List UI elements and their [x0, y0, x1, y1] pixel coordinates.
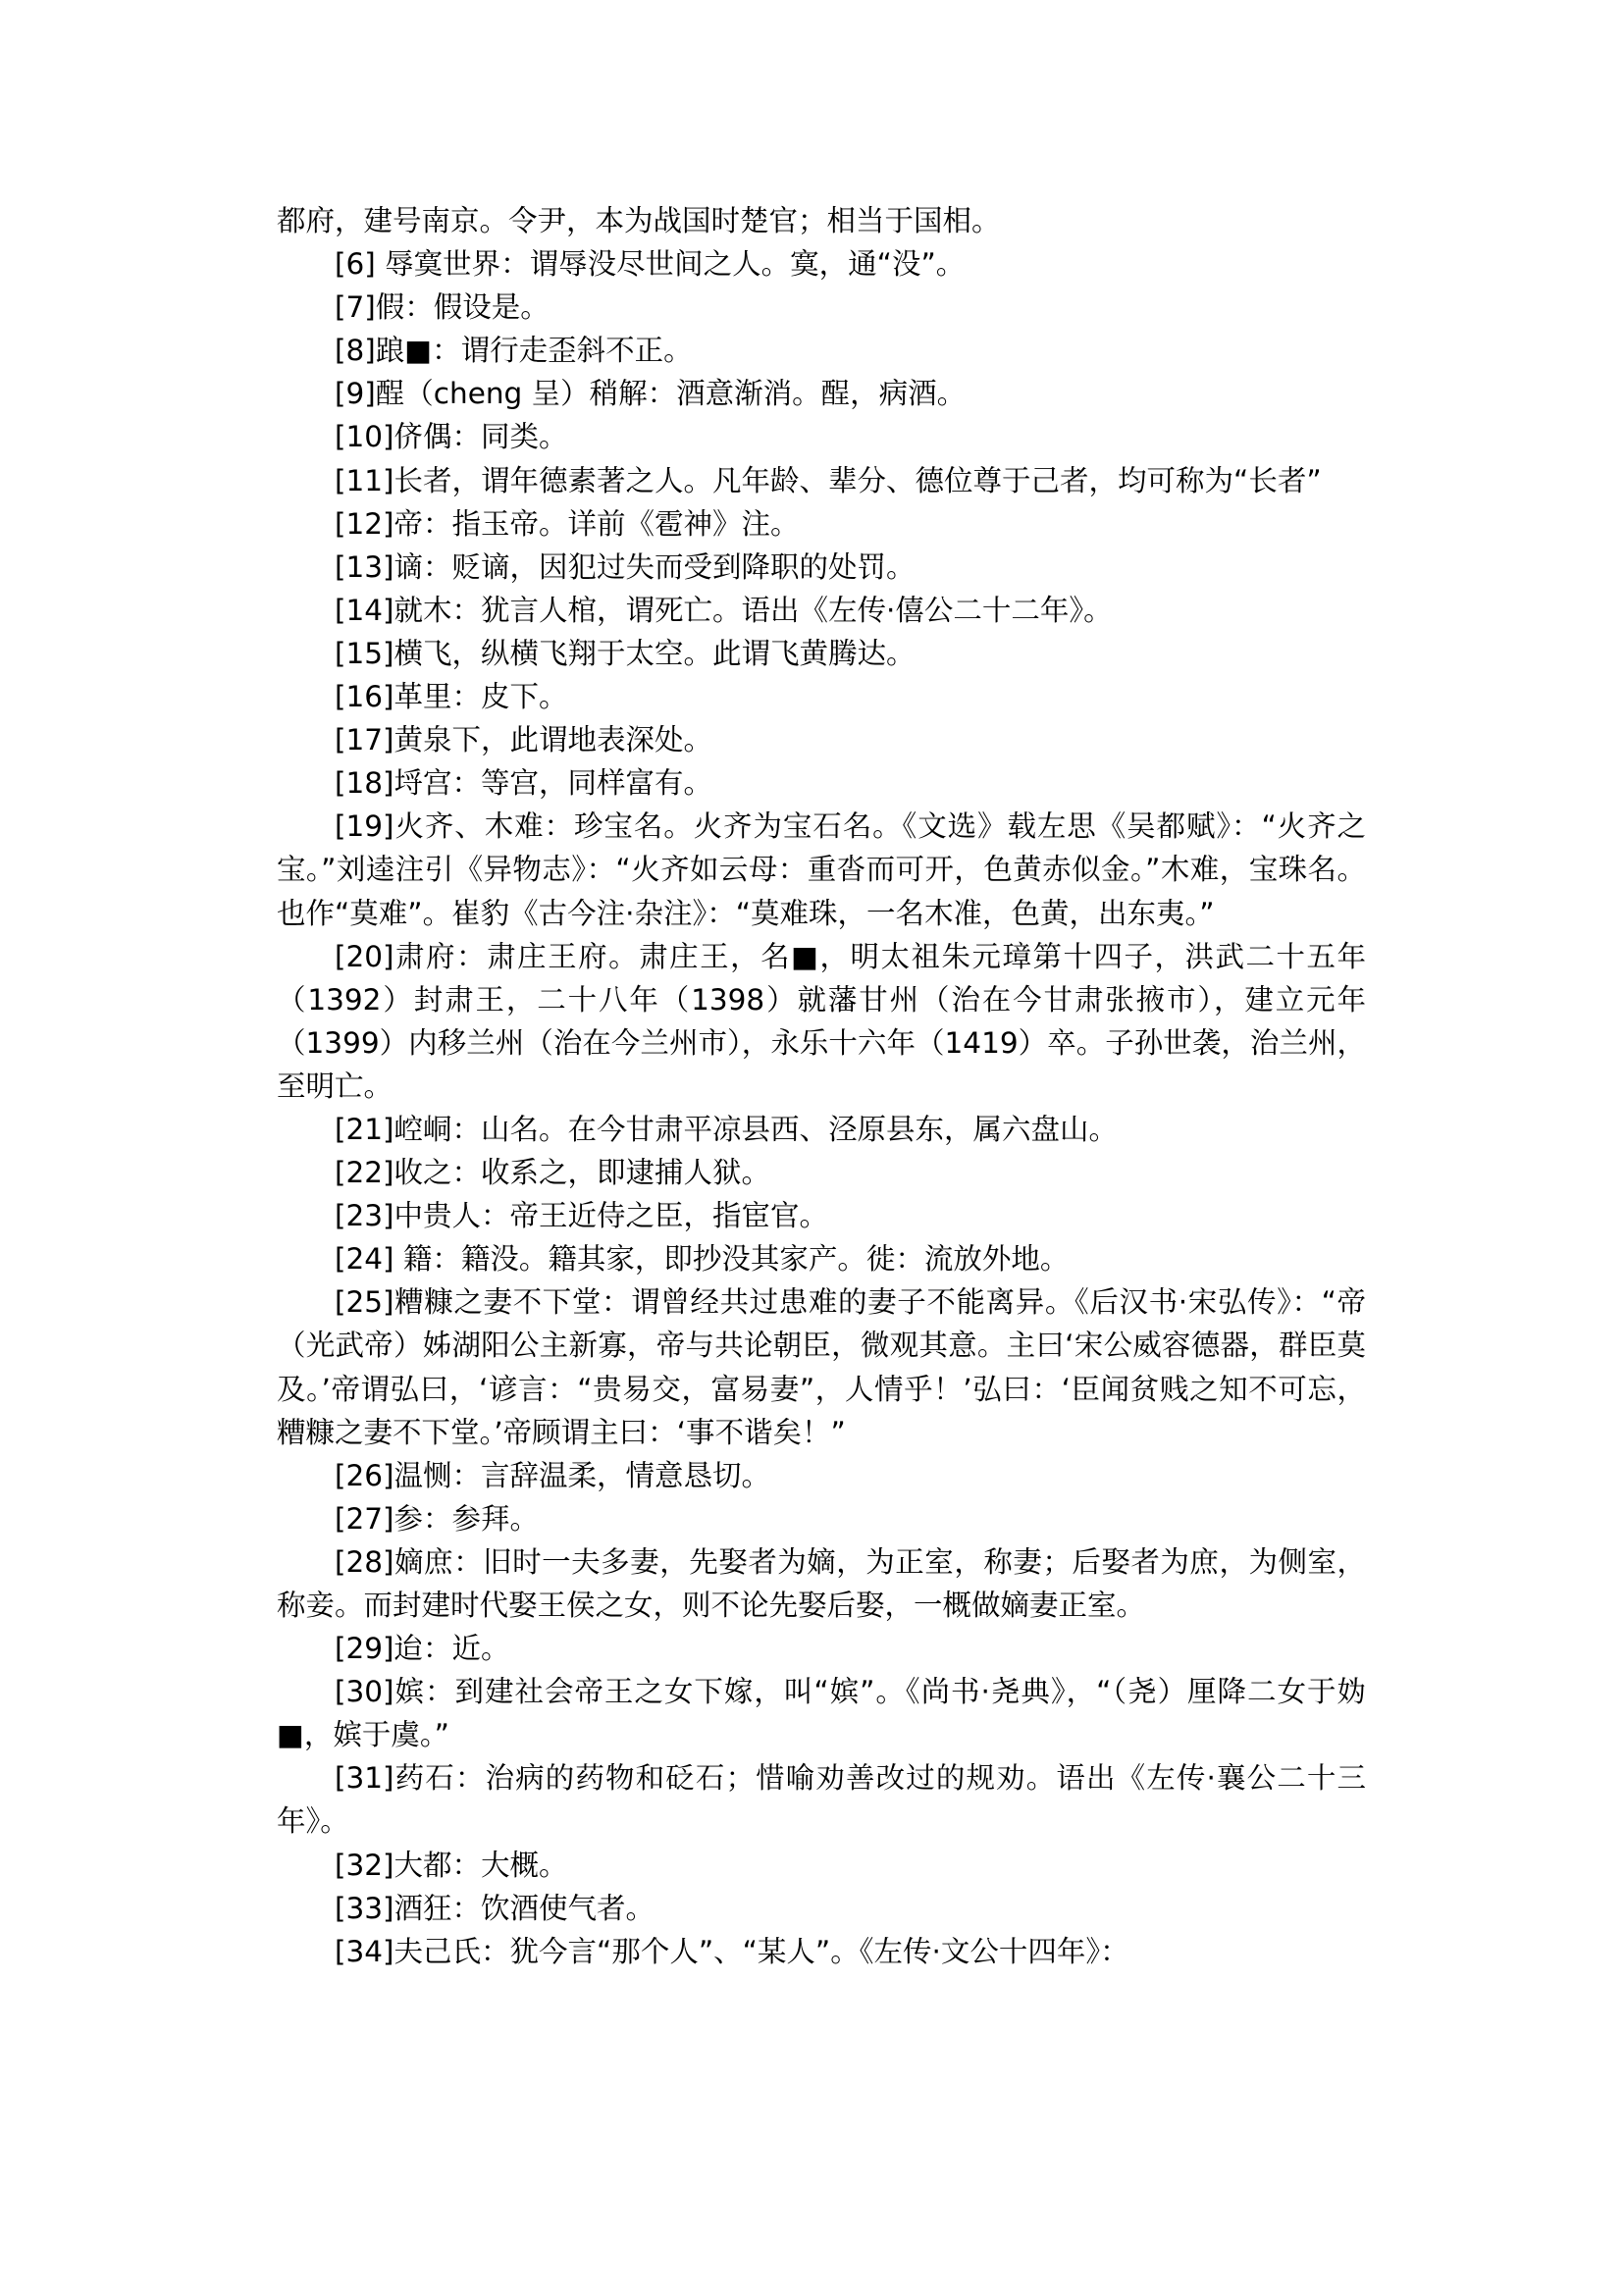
footnote-24: [24] 籍：籍没。籍其家，即抄没其家产。徙：流放外地。 [335, 1242, 1070, 1277]
footnote-27: [27]参：参拜。 [335, 1501, 540, 1536]
footnote-9: [9]酲（cheng 呈）稍解：酒意渐消。酲，病酒。 [335, 377, 967, 411]
footnote-16: [16]革里：皮下。 [335, 680, 568, 714]
footnote-22: [22]收之：收系之，即逮捕人狱。 [335, 1156, 771, 1190]
footnote-8: [8]踉■：谓行走歪斜不正。 [335, 334, 693, 368]
footnote-21: [21]崆峒：山名。在今甘肃平凉县西、泾原县东，属六盘山。 [335, 1112, 1119, 1146]
footnote-20: [20]肃府：肃庄王府。肃庄王，名■，明太祖朱元璋第十四子，洪武二十五年（1392）封肃王，二十八年（1398）就藩甘州（治在今甘肃张掖市），建立元年（1399）内移兰州（治在今兰州市），永乐十六年（1419）卒。子孙世袭，治兰州，至明亡。 [277, 939, 1366, 1103]
paragraph: 都府，建号南京。令尹，本为战国时楚官；相当于国相。 [277, 204, 1001, 237]
footnote-30: [30]嫔：到建社会帝王之女下嫁，叫“嫔”。《尚书·尧典》，“（尧）厘降二女于妫■，嫔于虞。” [277, 1675, 1366, 1752]
footnote-15: [15]横飞，纵横飞翔于太空。此谓飞黄腾达。 [335, 636, 916, 670]
footnote-17: [17]黄泉下，此谓地表深处。 [335, 723, 713, 757]
footnote-7: [7]假：假设是。 [335, 290, 550, 325]
footnote-34: [34]夫己氏：犹今言“那个人”、“某人”。《左传·文公十四年》： [335, 1934, 1129, 1968]
document-page [277, 199, 1366, 1973]
footnote-29: [29]迨：近。 [335, 1632, 510, 1666]
footnote-32: [32]大都：大概。 [335, 1848, 568, 1882]
footnote-25: [25]糟糠之妻不下堂：谓曾经共过患难的妻子不能离异。《后汉书·宋弘传》：“帝（光武帝）姊湖阳公主新寡，帝与共论朝臣，微观其意。主曰‘宋公威容德器，群臣莫及。’帝谓弘曰，‘谚言：“贵易交，富易妻”，人情乎！’弘曰：‘臣闻贫贱之知不可忘，糟糠之妻不下堂。’帝顾谓主曰：‘事不谐矣！” [277, 1285, 1366, 1449]
footnote-14: [14]就木：犹言人棺，谓死亡。语出《左传·僖公二十二年》。 [335, 593, 1113, 627]
footnote-31: [31]药石：治病的药物和砭石；惜喻劝善改过的规劝。语出《左传·襄公二十三年》。 [277, 1761, 1366, 1839]
footnote-11: [11]长者，谓年德素著之人。凡年龄、辈分、德位尊于己者，均可称为“长者” [335, 463, 1322, 497]
footnote-12: [12]帝：指玉帝。详前《雹神》注。 [335, 506, 800, 541]
footnote-23: [23]中贵人：帝王近侍之臣，指宦官。 [335, 1199, 829, 1233]
footnote-33: [33]酒狂：饮酒使气者。 [335, 1891, 655, 1925]
footnote-10: [10]侪偶：同类。 [335, 420, 568, 454]
footnote-28: [28]嫡庶：旧时一夫多妻，先娶者为嫡，为正室，称妻；后娶者为庶，为侧室，称妾。而封建时代娶王侯之女，则不论先娶后娶，一概做嫡妻正室。 [277, 1544, 1366, 1622]
footnote-6: [6] 辱寞世界：谓辱没尽世间之人。寞，通“没”。 [335, 247, 966, 282]
footnote-19: [19]火齐、木难：珍宝名。火齐为宝石名。《文选》载左思《吴都赋》：“火齐之宝。”刘逵注引《异物志》：“火齐如云母：重沓而可开，色黄赤似金。”木难，宝珠名。也作“莫难”。崔豹《古今注·杂注》：“莫难珠，一名木准，色黄，出东夷。” [277, 809, 1366, 930]
footnote-18: [18]埒宫：等宫，同样富有。 [335, 766, 713, 801]
footnote-13: [13]谪：贬谪，因犯过失而受到降职的处罚。 [335, 549, 916, 584]
footnote-26: [26]温恻：言辞温柔，情意恳切。 [335, 1458, 771, 1492]
